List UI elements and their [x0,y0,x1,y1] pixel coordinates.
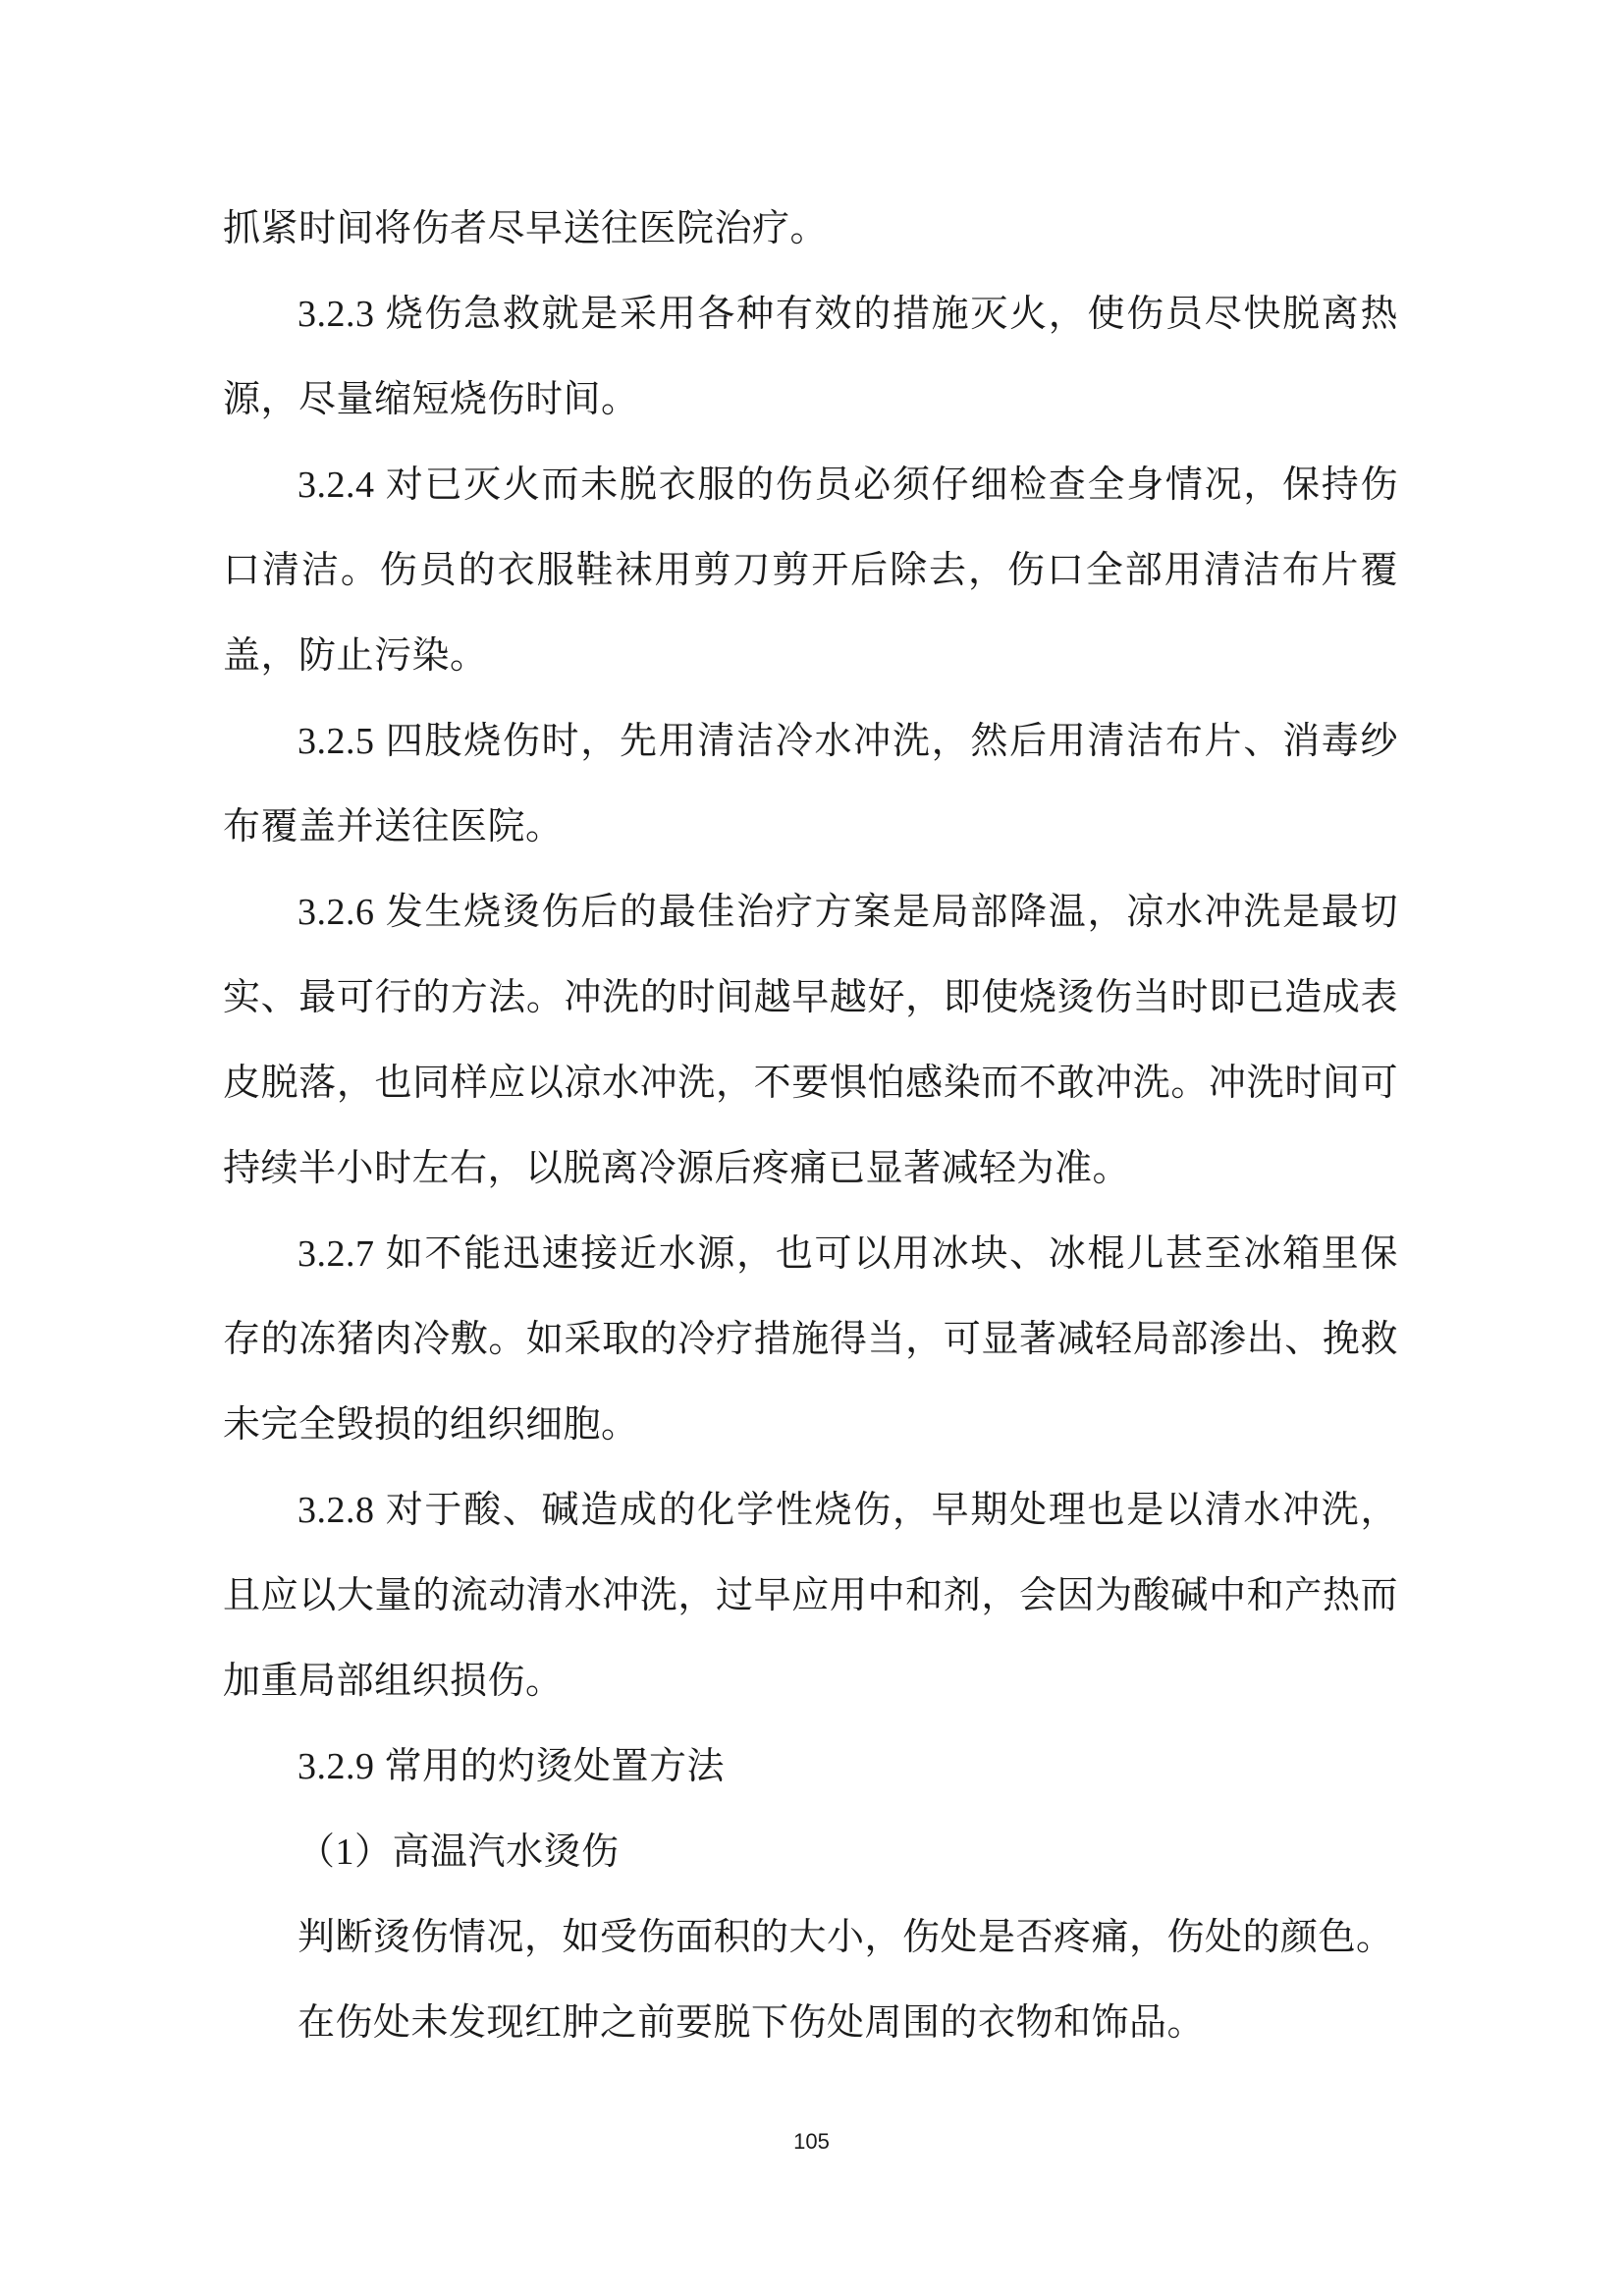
paragraph: 3.2.5 四肢烧伤时，先用清洁冷水冲洗，然后用清洁布片、消毒纱布覆盖并送往医院。 [223,721,1398,847]
paragraph: 3.2.7 如不能迅速接近水源，也可以用冰块、冰棍儿甚至冰箱里保存的冻猪肉冷敷。如采取的冷疗措施得当，可显著减轻局部渗出、挽救未完全毁损的组织细胞。 [223,1233,1398,1446]
paragraph: 3.2.8 对于酸、碱造成的化学性烧伤，早期处理也是以清水冲洗，且应以大量的流动清水冲洗，过早应用中和剂，会因为酸碱中和产热而加重局部组织损伤。 [223,1490,1398,1702]
paragraph: （1）高温汽水烫伤 [298,1831,620,1873]
paragraph: 3.2.9 常用的灼烫处置方法 [298,1746,726,1787]
paragraph: 抓紧时间将伤者尽早送往医院治疗。 [223,208,829,249]
page-number: 105 [793,2129,830,2154]
page-content [223,187,1398,2066]
paragraph: 3.2.4 对已灭火而未脱衣服的伤员必须仔细检查全身情况，保持伤口清洁。伤员的衣服鞋袜用剪刀剪开后除去，伤口全部用清洁布片覆盖，防止污染。 [223,465,1398,677]
paragraph: 3.2.6 发生烧烫伤后的最佳治疗方案是局部降温，凉水冲洗是最切实、最可行的方法。冲洗的时间越早越好，即使烧烫伤当时即已造成表皮脱落，也同样应以凉水冲洗，不要惧怕感染而不敢冲洗。冲洗时间可持续半小时左右，以脱离冷源后疼痛已显著减轻为准。 [223,892,1398,1189]
paragraph: 在伤处未发现红肿之前要脱下伤处周围的衣物和饰品。 [298,2002,1206,2044]
paragraph: 3.2.3 烧伤急救就是采用各种有效的措施灭火，使伤员尽快脱离热源，尽量缩短烧伤时间。 [223,294,1398,420]
page-footer [0,2129,1623,2155]
paragraph: 判断烫伤情况，如受伤面积的大小，伤处是否疼痛，伤处的颜色。 [298,1917,1394,1958]
